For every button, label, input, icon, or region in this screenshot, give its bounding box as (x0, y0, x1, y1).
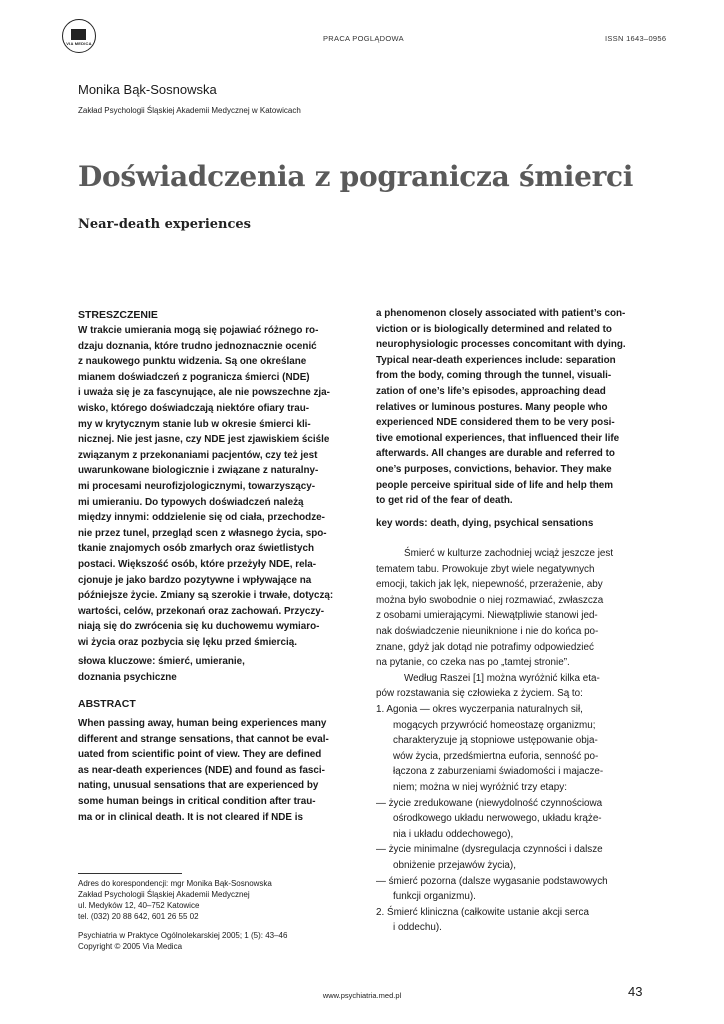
article-subtitle: Near-death experiences (78, 217, 251, 232)
author-name: Monika Bąk-Sosnowska (78, 82, 217, 97)
correspondence-address: Adres do korespondencji: mgr Monika Bąk-Sosnowska Zakład Psychologii Śląskiej Akademii Medycznej ul. Medyków 12, 40–752 Katowice tel. (032) 20 88 642, 601 26 55 02 (78, 879, 272, 921)
list-item: — życie zredukowane (niewydolność czynnościowa (376, 797, 603, 809)
list-item: — życie minimalne (dysregulacja czynności i dalsze (376, 844, 603, 856)
streszczenie-text: W trakcie umierania mogą się pojawiać różnego ro- dzaju doznania, które trudno jednoznacznie ocenić z naukowego punktu widzenia. Są one określane mianem doświadczeń z pogranicza śmierci (NDE) i uważa się je za fascynujące, ale nie powszechne zja- wisko, którego doświadczają niektóre ofiary trau- my w krytycznym stanie lub w okresie śmierci kli- nicznej. Nie jest jasne, czy NDE jest zjawiskiem ściśle związanym z przekonaniami pacjentów, czy też jest uwarunkowane biologicznie i związane z naturalny- mi procesami neurofizjologicznymi, towarzyszący- mi umieraniu. Do typowych doświadczeń należą między innymi: oddzielenie się od ciała, przechodze- nie przez tunel, przegląd scen z własnego życia, spo- tkanie znajomych osób zmarłych oraz świetlistych postaci. Większość osób, które przeżyły NDE, rela- cjonuje je jako bardzo pozytywne i wpływające na późniejsze życie. Zmiany są szerokie i trwałe, dotyczą: wartości, celów, przekonań oraz zachowań. Przyczy- niają się do zwrócenia się ku duchowemu wymiaro- wi życia oraz pozbycia się lęku przed śmiercią. (78, 325, 334, 648)
abstract-text-left: When passing away, human being experiences many different and strange sensations, that cannot be eval- uated from scientific point of view. They are defined as near-death experiences (NDE) and found as fasci- nating, unusual sensations that are experienced by some human beings in critical condition after trau- ma or in clinical death. It is not cleared if NDE is (78, 718, 329, 823)
issn: ISSN 1643–0956 (605, 34, 667, 43)
article-title: Doświadczenia z pogranicza śmierci (78, 160, 634, 193)
citation: Psychiatria w Praktyce Ogólnolekarskiej 2005; 1 (5): 43–46 Copyright © 2005 Via Medica (78, 931, 288, 951)
abstract-keywords: key words: death, dying, psychical sensations (376, 518, 594, 529)
via-medica-logo (62, 19, 96, 53)
section-label: PRACA POGLĄDOWA (323, 34, 404, 43)
footer-url: www.psychiatria.med.pl (322, 991, 402, 1000)
page-number: 43 (628, 984, 643, 999)
abstract-text-right: a phenomenon closely associated with patient’s con- viction or is biologically determined and related to neurophysiologic processes concomitant with dying. Typical near-death experiences include: separation from the body, coming through the tunnel, visuali- zation of one’s life’s episodes, approaching dead relatives or luminous postures. Many people who experienced NDE considered them to be very posi- tive emotional experiences, that influenced their life afterwards. All changes are durable and referred to one’s purposes, convictions, behavior. They make people perceive spiritual side of life and help them to get rid of the fear of death. (376, 308, 626, 507)
logo-mark-icon (71, 29, 86, 40)
list-item: 1. Agonia — okres wyczerpania naturalnych sił, (376, 704, 583, 715)
body-paragraph-1: Śmierć w kulturze zachodniej wciąż jeszcze jest tematem tabu. Prowokuje zbyt wiele negatywnych emocji, takich jak lęk, niepewność, przerażenie, aby można było swobodnie o niej rozmawiać, zwłaszcza z osobami umierającymi. Niewątpliwie stanowi jed- nak doświadczenie nieuniknione i nie do końca po- znane, gdyż jak dotąd nie potrafimy odpowiedzieć na pytanie, co czeka nas po „tamtej stronie”. Według Raszei [1] można wyróżnić kilka eta- pów rozstawania się człowieka z życiem. Są to: (376, 548, 614, 700)
stages-list: 1. Agonia — okres wyczerpania naturalnych sił, mogących przywrócić homeostazę organizmu; charakteryzuje ją stopniowe ustępowanie obja- wów życia, przedśmiertna euforia, senność po- łączona z zaburzeniami świadomości i majacze- niem; można w niej wyróżnić trzy etapy: — życie zredukowane (niewydolność czynnościowa ośrodkowego układu nerwowego, układu krąże- nia i układu oddechowego), — życie minimalne (dysregulacja czynności i dalsze obniżenie przejawów życia), — śmierć pozorna (dalsze wygasanie podstawowych funkcji organizmu). 2. Śmierć kliniczna (całkowite ustanie akcji serca i oddechu). (376, 704, 608, 934)
list-item: — śmierć pozorna (dalsze wygasanie podstawowych (376, 875, 608, 887)
streszczenie-keywords: słowa kluczowe: śmierć, umieranie, doznania psychiczne (78, 656, 245, 683)
abstract-heading: ABSTRACT (78, 698, 136, 710)
streszczenie-heading: STRESZCZENIE (78, 309, 158, 321)
affiliation: Zakład Psychologii Śląskiej Akademii Medycznej w Katowicach (78, 106, 301, 115)
footnote-divider (78, 873, 182, 874)
list-item: 2. Śmierć kliniczna (całkowite ustanie akcji serca (376, 906, 589, 918)
logo-text: VIA MEDICA (66, 41, 92, 46)
